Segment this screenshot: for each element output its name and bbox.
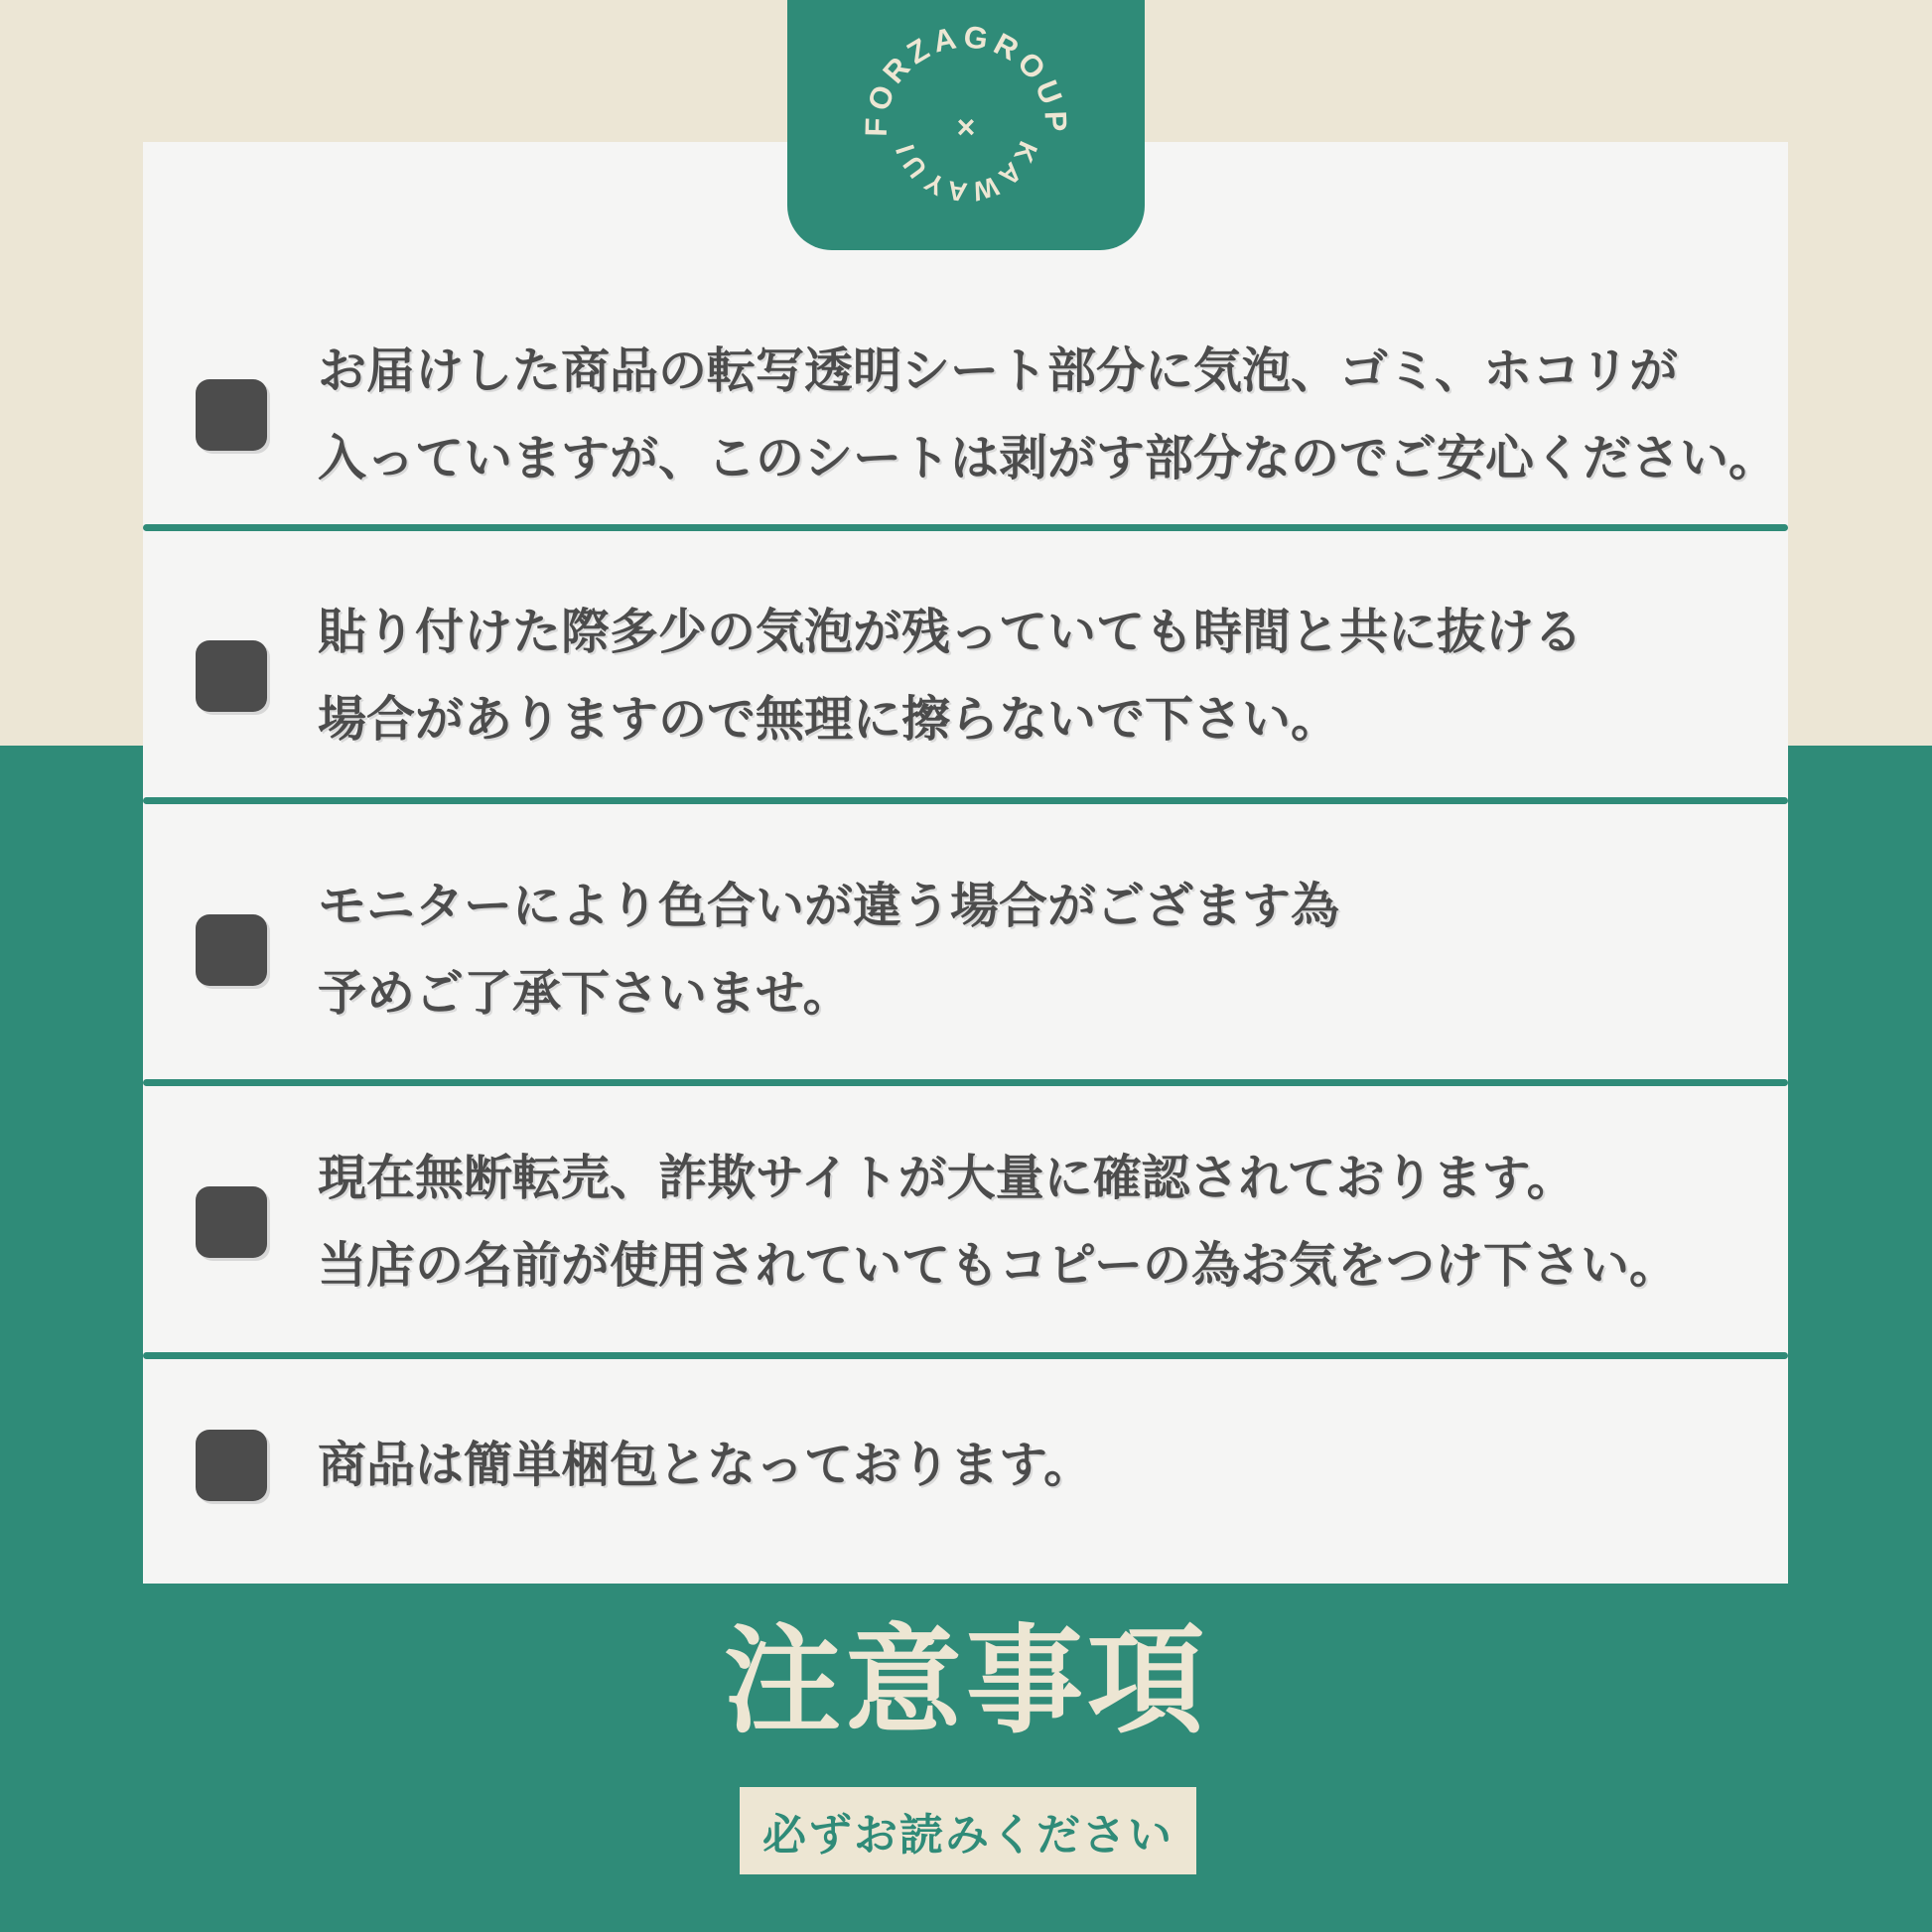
brand-badge [787, 0, 1145, 250]
notice-line: 場合がありますので無理に擦らないで下さい。 [318, 693, 1340, 747]
notice-card [143, 142, 1788, 1584]
divider [143, 797, 1788, 804]
divider [143, 1352, 1788, 1359]
notice-text [318, 1422, 1092, 1509]
notice-item [196, 1108, 1768, 1336]
bullet-square-icon [196, 640, 267, 712]
bullet-square-icon [196, 379, 267, 451]
brand-name-top: FORZAGROUP [858, 19, 1074, 138]
notice-line: 貼り付けた際多少の気泡が残っていても時間と共に抜ける [318, 606, 1584, 659]
brand-separator: × [956, 109, 976, 145]
notice-line: 当店の名前が使用されていてもコピーの為お気をつけ下さい。 [318, 1239, 1679, 1293]
read-notice-button-label: 必ずお読みください [762, 1811, 1173, 1860]
divider [143, 524, 1788, 531]
notice-line: モニターにより色合いが違う場合がござます為 [318, 880, 1340, 933]
bullet-square-icon [196, 1186, 267, 1258]
notice-line: 予めご了承下さいませ。 [318, 967, 852, 1021]
notice-item [196, 836, 1768, 1064]
brand-badge-logo [787, 0, 1145, 250]
notice-line: 入っていますが、このシートは剥がす部分なのでご安心ください。 [318, 432, 1778, 485]
page-title: 注意事項 [723, 1616, 1208, 1747]
notice-text [318, 328, 1777, 502]
bullet-square-icon [196, 1430, 267, 1501]
notice-text [318, 589, 1583, 763]
read-notice-button [740, 1787, 1196, 1874]
brand-name-bottom: KAWAYUI [889, 136, 1043, 207]
notice-item [196, 301, 1778, 529]
bullet-square-icon [196, 914, 267, 986]
notice-text [318, 863, 1339, 1037]
notice-text [318, 1135, 1678, 1310]
notice-item [196, 562, 1768, 790]
notice-line: 現在無断転売、詐欺サイトが大量に確認されております。 [318, 1152, 1576, 1205]
divider [143, 1079, 1788, 1086]
notice-line: 商品は簡単梱包となっております。 [318, 1439, 1093, 1492]
notice-line: お届けした商品の転写透明シート部分に気泡、ゴミ、ホコリが [318, 345, 1679, 398]
notice-item [196, 1401, 1768, 1530]
